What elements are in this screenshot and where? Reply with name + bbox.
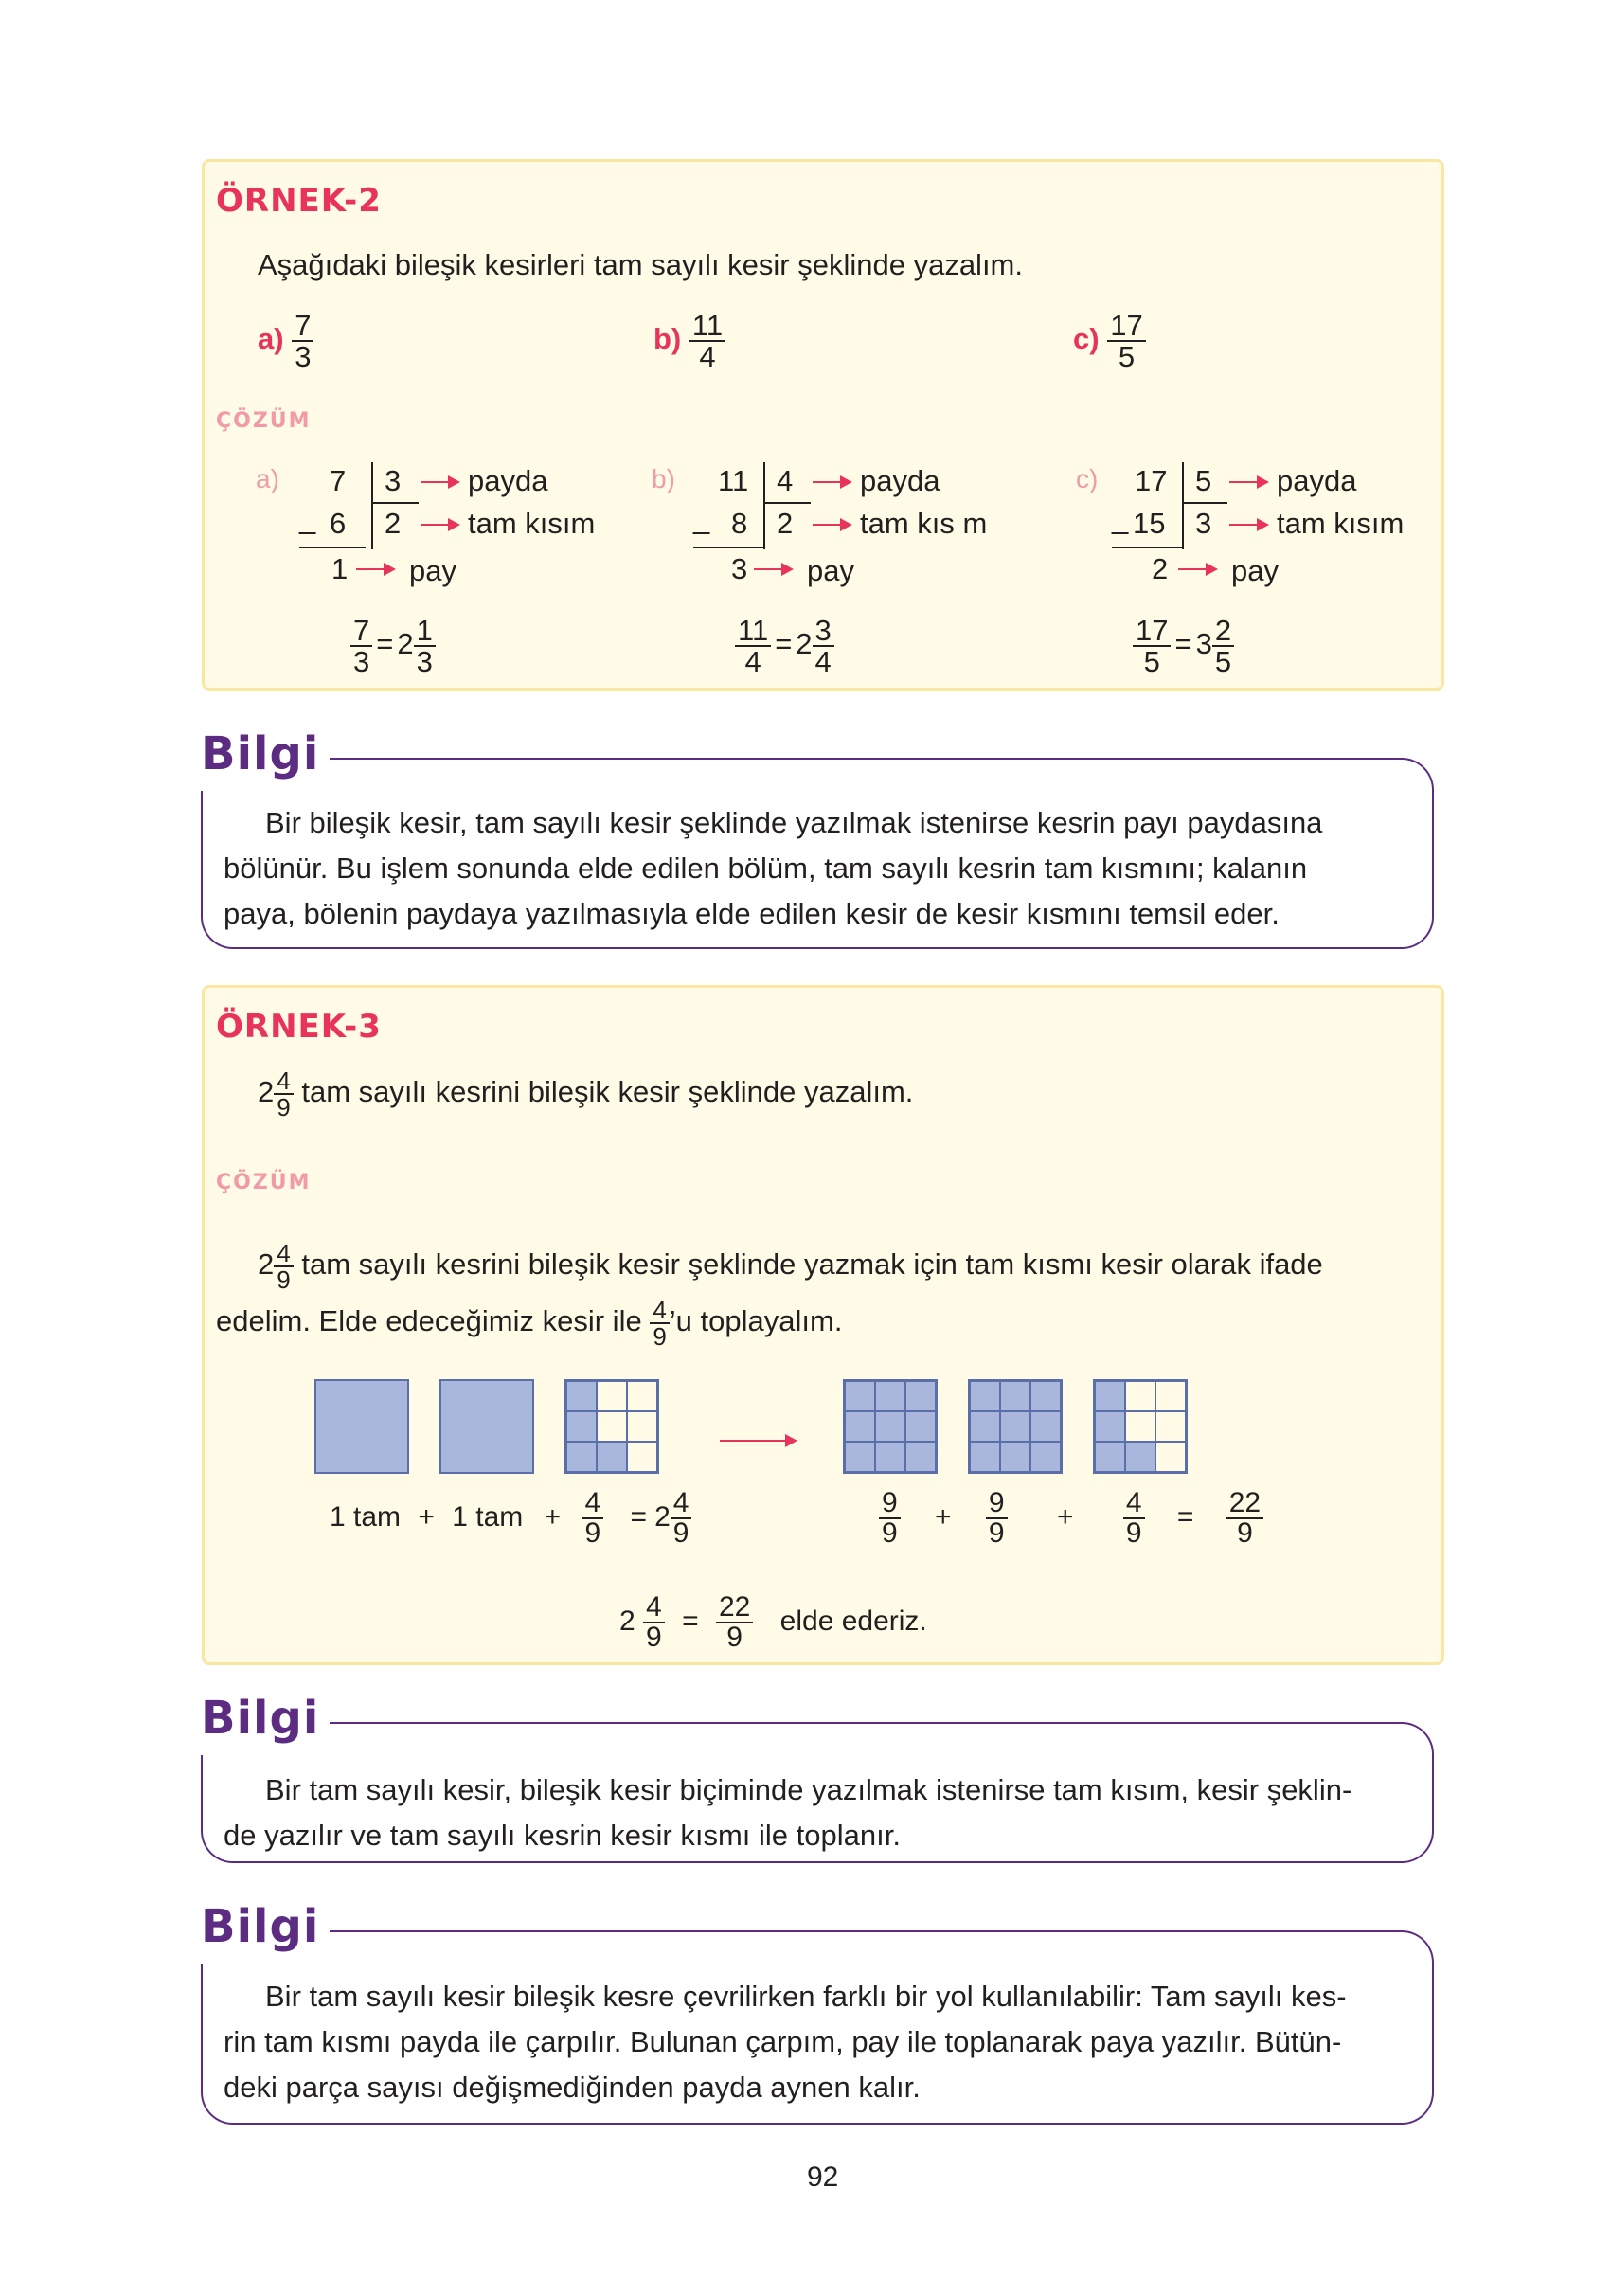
four-ninths-grid bbox=[564, 1379, 659, 1474]
equation-left: 1 tam + 1 tam + $\frac{4}{9}$ = 2 $\frac{4}{9}$ bbox=[330, 1489, 691, 1548]
problem-b: b) $\frac{11}{4}$ bbox=[653, 311, 725, 371]
example-2-title: ÖRNEK-2 bbox=[216, 182, 382, 220]
equation-result: 2 $\frac{4}{9}$ = $\frac{22}{9}$ elde ederiz. bbox=[619, 1591, 927, 1653]
example-2-intro: Aşağıdaki bileşik kesirleri tam sayılı kesir şeklinde yazalım. bbox=[258, 248, 1023, 281]
nine-ninths-grid-2 bbox=[968, 1379, 1063, 1474]
result-a: $\frac{7}{3}$ = 2 $\frac{1}{3}$ bbox=[350, 616, 436, 676]
solution-label: ÇÖZÜM bbox=[216, 409, 312, 433]
solution-text-line2: edelim. Elde edeceğimiz kesir ile $\frac{4}{9}$ ’u toplayalım. bbox=[216, 1296, 843, 1351]
equation-right: $\frac{9}{9}$ + $\frac{9}{9}$ + $\frac{4}{9}$ = $\frac{22}{9}$ bbox=[879, 1489, 1263, 1548]
example-3-intro: 2 $\frac{4}{9}$ tam sayılı kesrini bileşik kesir şeklinde yazalım. bbox=[258, 1067, 914, 1121]
problem-a: a) $\frac{7}{3}$ bbox=[258, 311, 313, 371]
info-2-title: Bilgi bbox=[201, 1692, 320, 1745]
info-1-text: Bir bileşik kesir, tam sayılı kesir şeklinde yazılmak istenirse kesrin payı paydasına bölünür. Bu işlem sonunda elde edilen bölüm, tam sayılı kesrin tam kısmını; kalanın paya, bölenin paydaya yazılmasıyla elde edilen kesir de kesir kısmını temsil eder. bbox=[224, 806, 1323, 930]
problem-c: c) $\frac{17}{5}$ bbox=[1073, 311, 1146, 371]
nine-ninths-grid-1 bbox=[843, 1379, 938, 1474]
solution-text-line1: 2 $\frac{4}{9}$ tam sayılı kesrini bileşik kesir şeklinde yazmak için tam kısmı kesir olarak ifade bbox=[258, 1239, 1323, 1294]
example-2-box bbox=[202, 159, 1444, 691]
result-b: $\frac{11}{4}$ = 2 $\frac{3}{4}$ bbox=[735, 616, 834, 676]
whole-square-2 bbox=[439, 1379, 534, 1474]
solution-label-2: ÇÖZÜM bbox=[216, 1171, 312, 1194]
fraction: $\frac{17}{5}$ bbox=[1107, 311, 1145, 371]
info-2-text: Bir tam sayılı kesir, bileşik kesir biçiminde yazılmak istenirse tam kısım, kesir şeklin- de yazılır ve tam sayılı kesrin kesir kısmı ile toplanır. bbox=[224, 1773, 1352, 1852]
example-3-title: ÖRNEK-3 bbox=[216, 1008, 382, 1046]
whole-square-1 bbox=[314, 1379, 409, 1474]
info-1-title: Bilgi bbox=[201, 727, 320, 780]
page-number: 92 bbox=[807, 2161, 839, 2193]
arrow-icon bbox=[720, 1440, 796, 1442]
four-ninths-grid-2 bbox=[1093, 1379, 1188, 1474]
info-3-text: Bir tam sayılı kesir bileşik kesre çevrilirken farklı bir yol kullanılabilir: Tam sayılı kes- rin tam kısmı payda ile çarpılır. Bulunan çarpım, pay ile toplanarak paya yazılır. Bütün- deki parça sayısı değişmediğinden payda aynen kalır. bbox=[224, 1980, 1347, 2104]
fraction: $\frac{11}{4}$ bbox=[689, 311, 725, 371]
fraction: $\frac{7}{3}$ bbox=[292, 311, 313, 371]
result-c: $\frac{17}{5}$ = 3 $\frac{2}{5}$ bbox=[1133, 616, 1234, 676]
info-3-title: Bilgi bbox=[201, 1900, 320, 1953]
